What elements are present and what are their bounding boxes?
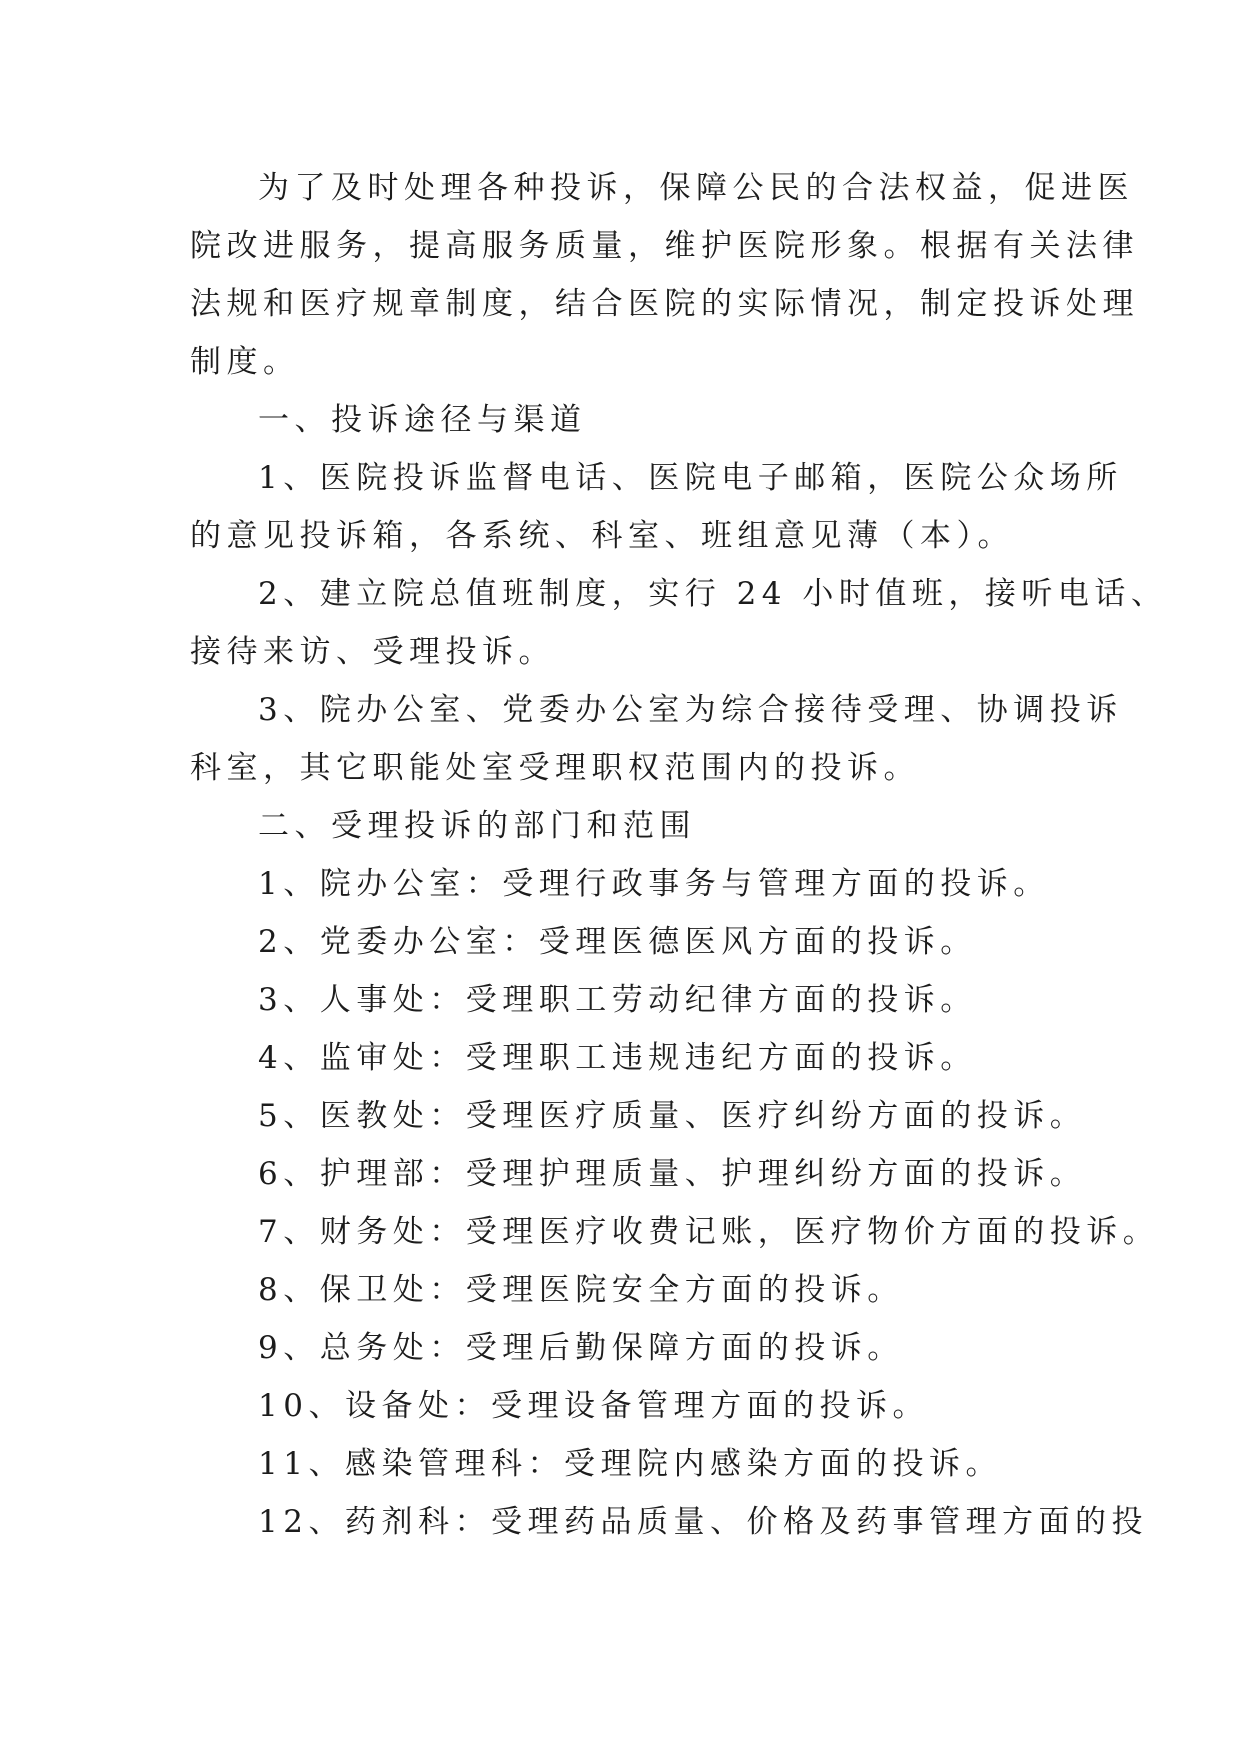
department-item-10: 10、设备处：受理设备管理方面的投诉。	[258, 1388, 929, 1424]
channel-item-1-line-1: 1、医院投诉监督电话、医院电子邮箱，医院公众场所	[258, 460, 1123, 496]
paragraph-intro-line-1: 为了及时处理各种投诉，保障公民的合法权益，促进医	[258, 170, 1134, 206]
paragraph-intro-line-2: 院改进服务，提高服务质量，维护医院形象。根据有关法律	[190, 228, 1139, 264]
department-item-9: 9、总务处：受理后勤保障方面的投诉。	[258, 1330, 904, 1366]
department-item-11: 11、感染管理科：受理院内感染方面的投诉。	[258, 1446, 1002, 1482]
channel-item-3-line-2: 科室，其它职能处室受理职权范围内的投诉。	[190, 750, 920, 786]
department-item-4: 4、监审处：受理职工违规违纪方面的投诉。	[258, 1040, 977, 1076]
department-item-12: 12、药剂科：受理药品质量、价格及药事管理方面的投	[258, 1504, 1148, 1540]
paragraph-intro-line-4: 制度。	[190, 344, 300, 380]
department-item-3: 3、人事处：受理职工劳动纪律方面的投诉。	[258, 982, 977, 1018]
section-heading-1: 一、投诉途径与渠道	[258, 402, 587, 438]
department-item-8: 8、保卫处：受理医院安全方面的投诉。	[258, 1272, 904, 1308]
channel-item-3-line-1: 3、院办公室、党委办公室为综合接待受理、协调投诉	[258, 692, 1123, 728]
channel-item-2-line-1: 2、建立院总值班制度，实行 24 小时值班，接听电话、	[258, 576, 1168, 612]
channel-item-2-line-2: 接待来访、受理投诉。	[190, 634, 555, 670]
department-item-6: 6、护理部：受理护理质量、护理纠纷方面的投诉。	[258, 1156, 1087, 1192]
paragraph-intro-line-3: 法规和医疗规章制度，结合医院的实际情况，制定投诉处理	[190, 286, 1139, 322]
channel-item-1-line-2: 的意见投诉箱，各系统、科室、班组意见薄（本）。	[190, 518, 1014, 554]
section-heading-2: 二、受理投诉的部门和范围	[258, 808, 696, 844]
department-item-1: 1、院办公室：受理行政事务与管理方面的投诉。	[258, 866, 1050, 902]
department-item-7: 7、财务处：受理医疗收费记账，医疗物价方面的投诉。	[258, 1214, 1160, 1250]
department-item-2: 2、党委办公室：受理医德医风方面的投诉。	[258, 924, 977, 960]
document-body	[190, 159, 1168, 1551]
department-item-5: 5、医教处：受理医疗质量、医疗纠纷方面的投诉。	[258, 1098, 1087, 1134]
